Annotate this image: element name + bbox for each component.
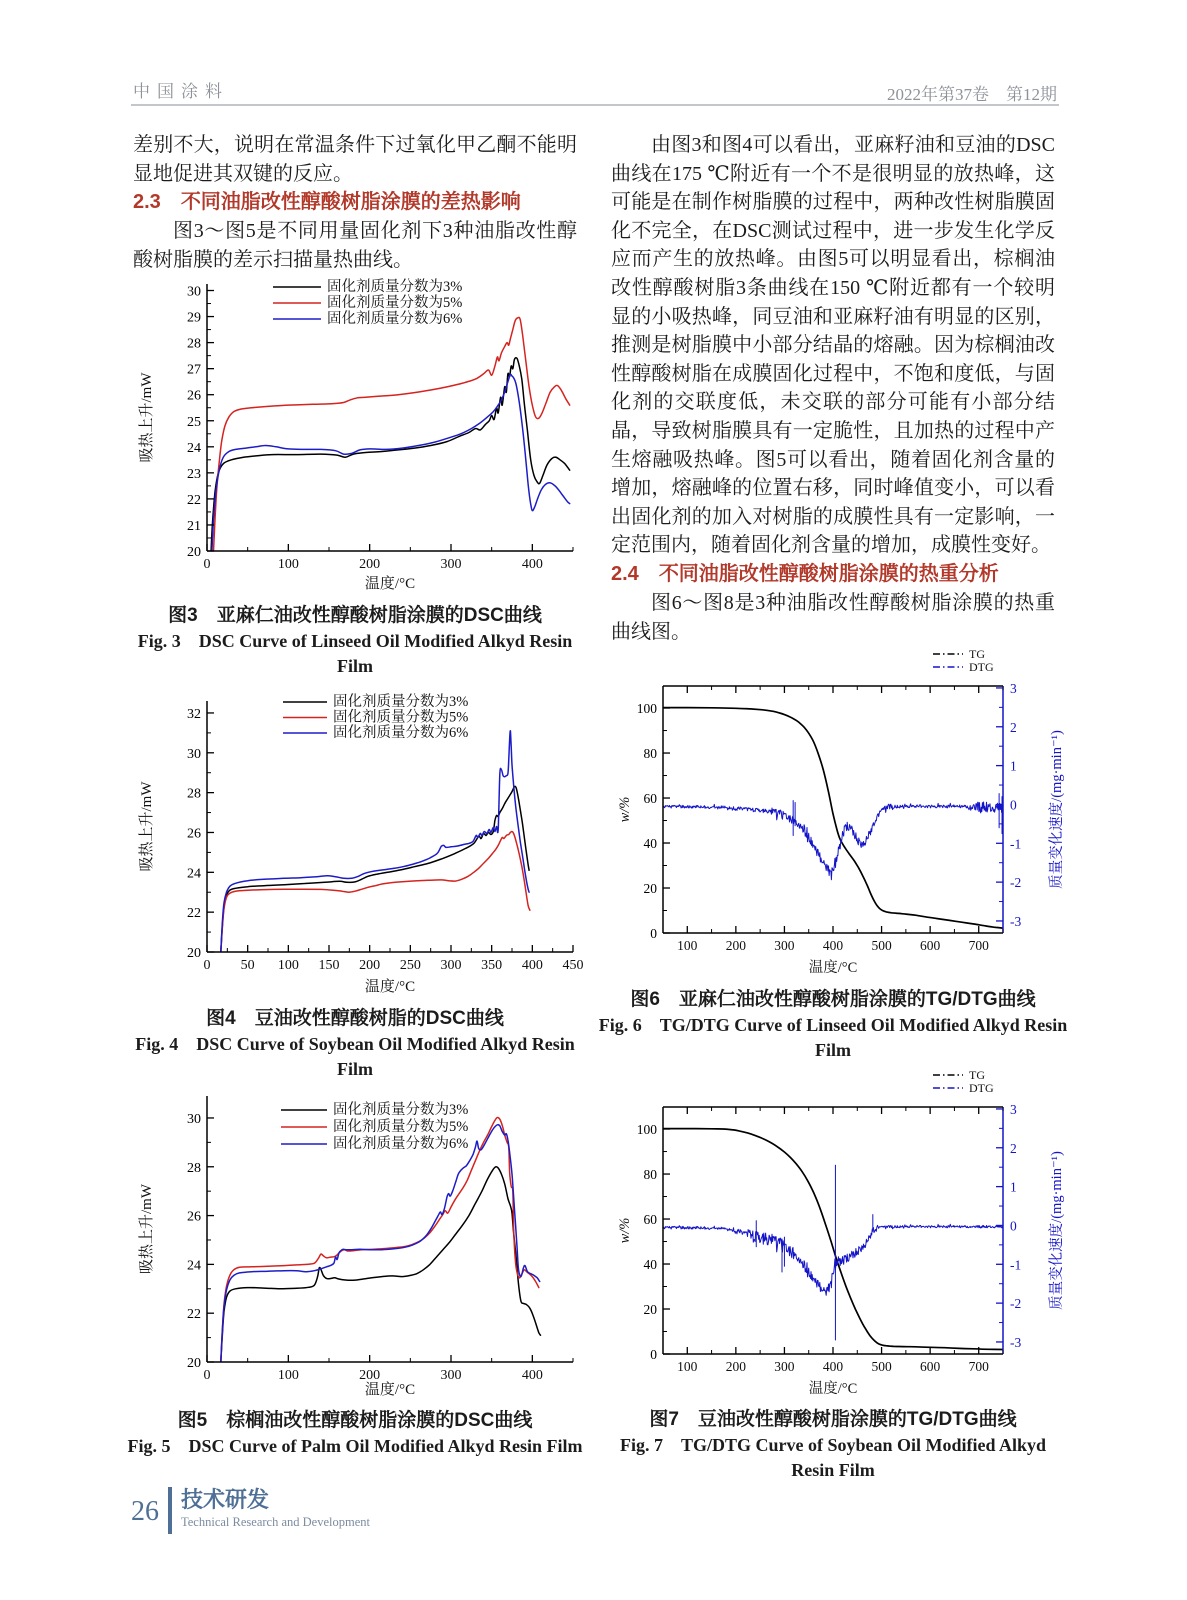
section-heading-2-3	[133, 188, 577, 217]
svg-text:28: 28	[187, 336, 201, 352]
svg-text:质量变化速度/(mg·min⁻¹): 质量变化速度/(mg·min⁻¹)	[1049, 1150, 1065, 1310]
fig4-caption-zh: 图4 豆油改性醇酸树脂的DSC曲线	[206, 1007, 504, 1029]
svg-text:29: 29	[187, 310, 201, 326]
footer-column-info	[181, 1487, 370, 1531]
svg-text:固化剂质量分数为5%: 固化剂质量分数为5%	[333, 709, 469, 726]
svg-text:100: 100	[677, 1358, 698, 1374]
page-footer	[131, 1487, 370, 1534]
svg-text:300: 300	[774, 1358, 795, 1374]
svg-text:22: 22	[187, 1306, 201, 1322]
svg-text:20: 20	[187, 545, 201, 561]
svg-text:26: 26	[187, 389, 201, 405]
svg-text:60: 60	[643, 791, 657, 807]
svg-text:400: 400	[521, 557, 543, 573]
fig4-caption-en: Fig. 4 DSC Curve of Soybean Oil Modified Alkyd Resin Film	[135, 1033, 580, 1079]
svg-text:TG: TG	[969, 647, 985, 662]
svg-text:400: 400	[521, 957, 543, 973]
svg-text:20: 20	[187, 945, 201, 961]
fig5-caption-zh: 图5 棕榈油改性醇酸树脂涂膜的DSC曲线	[177, 1410, 533, 1432]
svg-text:200: 200	[725, 1358, 746, 1374]
fig3-dsc-chart	[133, 274, 577, 603]
paragraph-discussion: 由图3和图4可以看出，亚麻籽油和豆油的DSC曲线在175 ℃附近有一个不是很明显的放热峰，这可能是在制作树脂膜的过程中，两种改性树脂膜固化不完全，在DSC测试过程中，进一步发生化学反应而产生的放热峰。由图5可以明显看出，棕榈油改性醇酸树脂3条曲线在150 ℃附近都有一个较明显的小吸热峰，同豆油和亚麻籽油有明显的区别，推测是树脂膜中小部分结晶的熔融。因为棕榈油改性醇酸树脂在成膜固化过程中，不饱和度低，与固化剂的交联度低，未交联的部分可能有小部分结晶，导致树脂膜具有一定脆性，且加热的过程中产生熔融吸热峰。图5可以看出，随着固化剂含量的增加，熔融峰的位置右移，同时峰值变小，可以看出固化剂的加入对树脂的成膜性具有一定影响，一定范围内，随着固化剂含量的增加，成膜性变好。	[611, 134, 1055, 557]
svg-text:固化剂质量分数为5%: 固化剂质量分数为5%	[327, 295, 463, 312]
svg-text:300: 300	[440, 557, 462, 573]
svg-text:固化剂质量分数为3%: 固化剂质量分数为3%	[327, 279, 463, 296]
svg-text:100: 100	[277, 957, 299, 973]
svg-text:1: 1	[1010, 1179, 1017, 1195]
svg-text:50: 50	[240, 957, 255, 973]
fig3-caption-en: Fig. 3 DSC Curve of Linseed Oil Modified Alkyd Resin Film	[137, 630, 577, 676]
svg-text:250: 250	[399, 957, 421, 973]
fig7-caption-en: Fig. 7 TG/DTG Curve of Soybean Oil Modified Alkyd Resin Film	[619, 1435, 1051, 1481]
svg-text:温度/°C: 温度/°C	[364, 978, 416, 995]
svg-text:-3: -3	[1010, 914, 1022, 930]
svg-text:-1: -1	[1010, 836, 1022, 852]
svg-text:80: 80	[643, 1166, 657, 1182]
svg-text:3: 3	[1010, 681, 1017, 697]
svg-text:0: 0	[203, 557, 211, 573]
svg-text:-3: -3	[1010, 1334, 1022, 1350]
footer-column-zh: 技术研发	[181, 1487, 270, 1512]
svg-text:20: 20	[643, 881, 657, 897]
svg-text:100: 100	[636, 1121, 657, 1137]
journal-name: 中国涂料	[133, 82, 229, 101]
footer-column-en: Technical Research and Development	[181, 1515, 370, 1529]
svg-text:30: 30	[187, 746, 201, 762]
fig6-caption-en: Fig. 6 TG/DTG Curve of Linseed Oil Modified Alkyd Resin Film	[598, 1014, 1072, 1060]
svg-text:28: 28	[187, 786, 201, 802]
svg-text:26: 26	[187, 1209, 201, 1225]
svg-text:26: 26	[187, 826, 201, 842]
svg-text:80: 80	[643, 746, 657, 762]
svg-text:质量变化速度/(mg·min⁻¹): 质量变化速度/(mg·min⁻¹)	[1049, 730, 1065, 889]
svg-text:40: 40	[643, 1256, 657, 1272]
svg-text:25: 25	[187, 415, 201, 431]
svg-text:60: 60	[643, 1211, 657, 1227]
svg-text:-2: -2	[1010, 1295, 1022, 1311]
svg-text:0: 0	[650, 1346, 657, 1362]
svg-text:22: 22	[187, 906, 201, 922]
chart-svg	[133, 679, 585, 997]
svg-text:固化剂质量分数为3%: 固化剂质量分数为3%	[333, 1101, 469, 1118]
svg-text:24: 24	[187, 441, 201, 457]
svg-text:0: 0	[203, 957, 211, 973]
svg-text:100: 100	[277, 1367, 299, 1383]
fig6-caption-zh: 图6 亚麻仁油改性醇酸树脂涂膜的TG/DTG曲线	[630, 988, 1036, 1010]
svg-text:-2: -2	[1010, 875, 1022, 891]
svg-text:0: 0	[203, 1367, 211, 1383]
fig5-caption-en: Fig. 5 DSC Curve of Palm Oil Modified Alkyd Resin Film	[127, 1436, 583, 1457]
svg-text:450: 450	[562, 957, 584, 973]
chart-svg	[611, 646, 1073, 978]
figure-3	[133, 274, 577, 679]
svg-text:150: 150	[318, 957, 340, 973]
svg-text:温度/°C: 温度/°C	[364, 1381, 416, 1398]
svg-text:500: 500	[871, 1358, 892, 1374]
svg-text:700: 700	[968, 1358, 989, 1374]
fig3-caption-zh: 图3 亚麻仁油改性醇酸树脂涂膜的DSC曲线	[168, 604, 542, 626]
svg-text:300: 300	[440, 1367, 462, 1383]
svg-text:DTG: DTG	[969, 660, 994, 675]
svg-text:350: 350	[481, 957, 503, 973]
svg-text:温度/°C: 温度/°C	[364, 576, 416, 593]
svg-text:固化剂质量分数为5%: 固化剂质量分数为5%	[333, 1118, 469, 1135]
chart-svg	[133, 274, 585, 594]
svg-text:200: 200	[359, 957, 381, 973]
page-number: 26	[131, 1496, 159, 1527]
svg-text:2: 2	[1010, 1140, 1017, 1156]
svg-text:22: 22	[187, 493, 201, 509]
svg-text:32: 32	[187, 706, 201, 722]
svg-text:200: 200	[359, 1367, 381, 1383]
fig7-tg-dtg-chart	[611, 1067, 1065, 1408]
section-heading-2-4	[611, 560, 1055, 589]
svg-text:200: 200	[359, 557, 381, 573]
figure-7	[611, 1067, 1065, 1484]
svg-text:23: 23	[187, 467, 201, 483]
svg-text:温度/°C: 温度/°C	[808, 960, 858, 977]
svg-text:28: 28	[187, 1160, 201, 1176]
svg-text:TG: TG	[969, 1067, 985, 1082]
svg-text:100: 100	[277, 557, 299, 573]
section-title: 不同油脂改性醇酸树脂涂膜的差热影响	[180, 191, 521, 214]
chart-svg	[133, 1082, 585, 1400]
svg-text:0: 0	[650, 926, 657, 942]
svg-text:400: 400	[822, 1358, 844, 1374]
svg-text:300: 300	[774, 938, 795, 954]
header-rule	[131, 104, 1059, 106]
svg-text:固化剂质量分数为6%: 固化剂质量分数为6%	[333, 724, 469, 741]
fig5-dsc-chart	[133, 1082, 577, 1409]
svg-text:DTG: DTG	[969, 1080, 994, 1095]
fig6-tg-dtg-chart	[611, 646, 1065, 987]
fig7-caption-zh: 图7 豆油改性醇酸树脂涂膜的TG/DTG曲线	[649, 1409, 1017, 1431]
svg-text:400: 400	[822, 938, 844, 954]
svg-text:500: 500	[871, 938, 892, 954]
svg-text:600: 600	[920, 1358, 941, 1374]
svg-text:0: 0	[1010, 1218, 1017, 1234]
svg-text:吸热上升/mW: 吸热上升/mW	[139, 372, 155, 463]
svg-text:3: 3	[1010, 1101, 1017, 1117]
svg-text:21: 21	[187, 519, 201, 535]
svg-text:200: 200	[725, 938, 746, 954]
svg-text:600: 600	[920, 938, 941, 954]
svg-text:24: 24	[187, 1257, 201, 1273]
section-number: 2.3	[133, 191, 161, 214]
svg-text:2: 2	[1010, 719, 1017, 735]
svg-text:固化剂质量分数为3%: 固化剂质量分数为3%	[333, 693, 469, 710]
fig4-dsc-chart	[133, 679, 584, 1006]
figure-5	[127, 1082, 583, 1460]
figure-6	[598, 646, 1072, 1063]
paragraph-2-3: 图3～图5是不同用量固化剂下3种油脂改性醇酸树脂膜的差示扫描量热曲线。	[133, 220, 577, 271]
footer-divider	[168, 1487, 172, 1534]
svg-text:温度/°C: 温度/°C	[808, 1380, 858, 1397]
right-column	[598, 131, 1072, 1483]
svg-text:吸热上升/mW: 吸热上升/mW	[139, 781, 155, 872]
svg-text:w/%: w/%	[617, 796, 633, 823]
svg-text:100: 100	[636, 701, 657, 717]
figure-4	[133, 679, 584, 1082]
svg-text:0: 0	[1010, 797, 1017, 813]
paragraph-continued: 差别不大，说明在常温条件下过氧化甲乙酮不能明显地促进其双键的反应。	[133, 134, 577, 185]
svg-text:20: 20	[643, 1301, 657, 1317]
svg-text:1: 1	[1010, 758, 1017, 774]
svg-text:-1: -1	[1010, 1256, 1022, 1272]
svg-text:40: 40	[643, 836, 657, 852]
issue-info: 2022年第37卷 第12期	[887, 85, 1057, 104]
svg-text:100: 100	[677, 938, 698, 954]
chart-svg	[611, 1067, 1073, 1399]
svg-text:30: 30	[187, 284, 201, 300]
svg-text:固化剂质量分数为6%: 固化剂质量分数为6%	[333, 1135, 469, 1152]
svg-text:24: 24	[187, 866, 201, 882]
svg-text:20: 20	[187, 1355, 201, 1371]
svg-text:w/%: w/%	[617, 1217, 633, 1244]
section-number: 2.4	[611, 562, 639, 585]
paragraph-2-4: 图6～图8是3种油脂改性醇酸树脂涂膜的热重曲线图。	[611, 591, 1055, 643]
left-column	[127, 131, 584, 1459]
svg-text:吸热上升/mW: 吸热上升/mW	[139, 1183, 155, 1274]
svg-text:700: 700	[968, 938, 989, 954]
svg-text:30: 30	[187, 1111, 201, 1127]
svg-text:27: 27	[187, 363, 201, 379]
svg-text:400: 400	[521, 1367, 543, 1383]
section-title: 不同油脂改性醇酸树脂涂膜的热重分析	[658, 562, 999, 585]
svg-text:300: 300	[440, 957, 462, 973]
svg-text:固化剂质量分数为6%: 固化剂质量分数为6%	[327, 311, 463, 328]
